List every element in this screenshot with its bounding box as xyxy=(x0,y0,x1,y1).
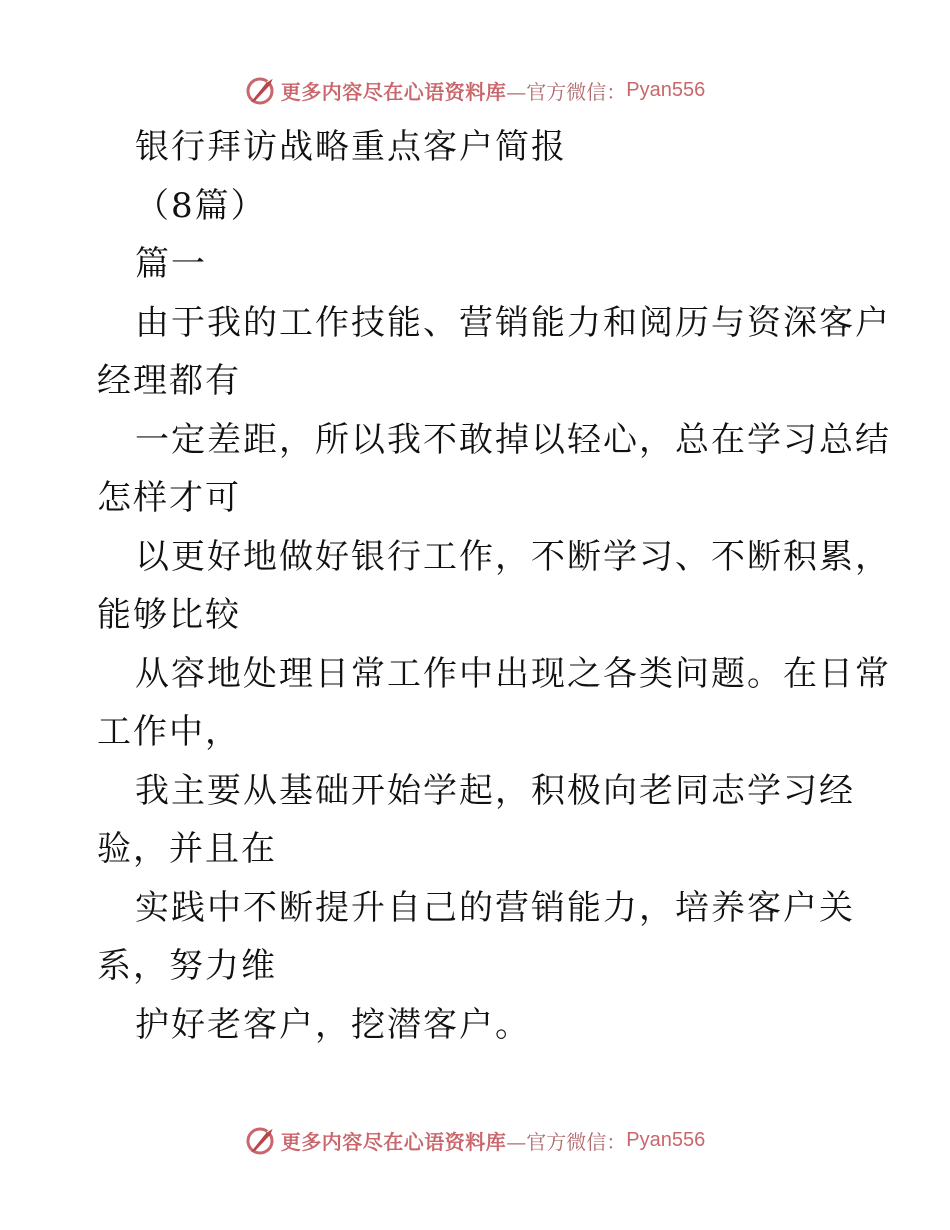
banner-wechat-label: —官方微信： xyxy=(506,1129,627,1154)
section-heading: 篇一 xyxy=(135,244,207,284)
document-body xyxy=(97,118,891,1054)
banner-wechat-id: Pyan556 xyxy=(626,78,706,101)
text-line: 我主要从基础开始学起，积极向老同志学习经 xyxy=(135,770,855,811)
text-line: 护好老客户，挖潜客户。 xyxy=(135,1004,531,1045)
text-line: 系，努力维 xyxy=(97,946,277,986)
quill-logo-icon xyxy=(245,74,277,106)
text-line: 验，并且在 xyxy=(97,829,277,869)
footer-watermark-banner xyxy=(0,1122,950,1158)
text-line: 一定差距，所以我不敢掉以轻心，总在学习总结 xyxy=(135,419,891,460)
text-line: 工作中， xyxy=(97,712,241,752)
text-line: 能够比较 xyxy=(97,595,241,635)
banner-text: 更多内容尽在心语资料库 xyxy=(280,79,507,104)
text-line: 实践中不断提升自己的营销能力，培养客户关 xyxy=(135,887,855,928)
text-line: 怎样才可 xyxy=(97,478,241,518)
banner-text: 更多内容尽在心语资料库 xyxy=(280,1129,507,1154)
header-watermark-banner xyxy=(0,72,950,108)
text-line: 以更好地做好银行工作，不断学习、不断积累， xyxy=(135,536,891,577)
quill-logo-icon xyxy=(245,1124,277,1156)
document-subtitle: （8篇） xyxy=(135,185,267,226)
banner-wechat-id: Pyan556 xyxy=(626,1128,706,1151)
document-title: 银行拜访战略重点客户简报 xyxy=(135,127,567,167)
text-line: 由于我的工作技能、营销能力和阅历与资深客户 xyxy=(135,302,891,343)
text-line: 从容地处理日常工作中出现之各类问题。在日常 xyxy=(135,653,891,694)
banner-wechat-label: —官方微信： xyxy=(506,79,627,104)
text-line: 经理都有 xyxy=(97,361,241,401)
